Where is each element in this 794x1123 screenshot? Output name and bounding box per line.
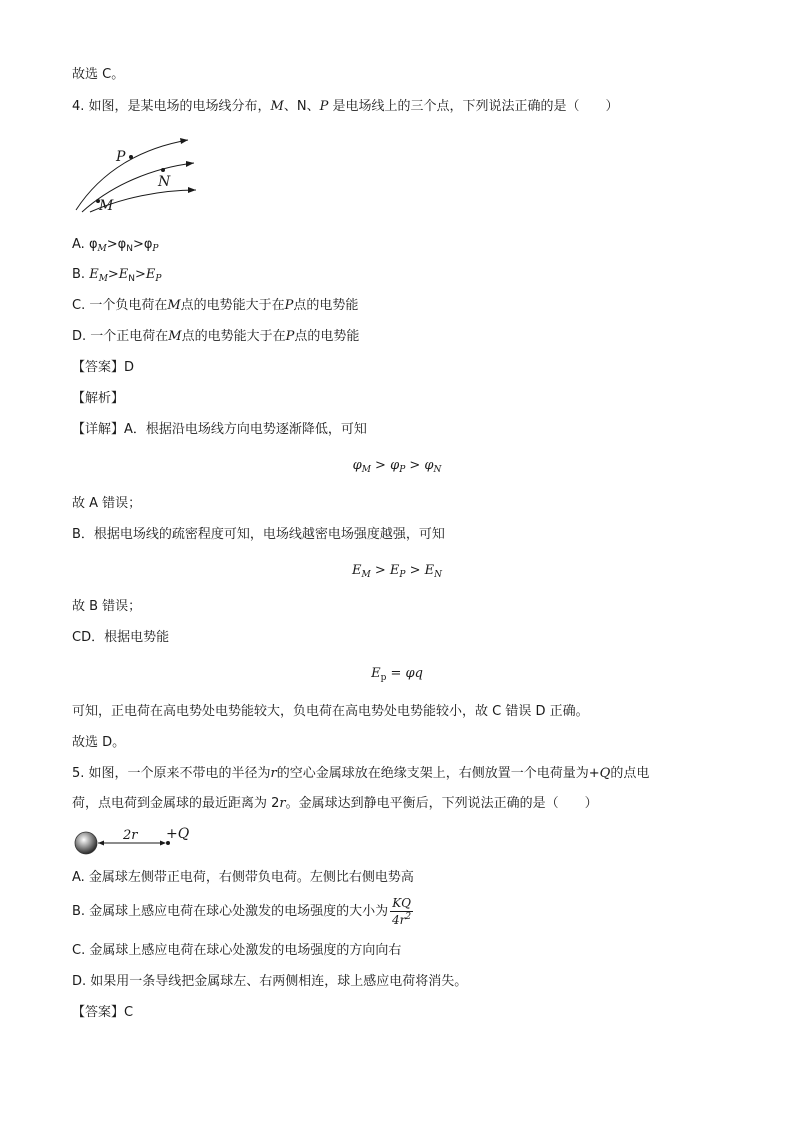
field-lines-figure xyxy=(72,130,202,220)
q5-r2: r xyxy=(279,796,286,811)
option-c-p: P xyxy=(284,298,294,313)
b-wrong-text: 故 B 错误； xyxy=(72,599,142,614)
q5-option-b xyxy=(72,895,413,929)
arrow-left xyxy=(98,841,104,846)
q4-option-a xyxy=(72,236,158,254)
option-b-gt1: >E xyxy=(107,267,129,282)
q4-b-wrong xyxy=(72,598,141,616)
final-text: 故选 D。 xyxy=(72,735,126,750)
fraction-denominator xyxy=(390,912,413,928)
option-c-text-a: C. 一个负电荷在 xyxy=(72,298,168,313)
q4-answer xyxy=(72,359,134,377)
q5-stem-line1 xyxy=(72,765,649,783)
q5-option-d xyxy=(72,973,467,991)
q5-option-c xyxy=(72,942,401,960)
q5-line2-a: 荷，点电荷到金属球的最近距离为 2 xyxy=(72,796,280,811)
q5-line1-b: 的空心金属球放在绝缘支架上，右侧放置一个电荷量为+ xyxy=(276,766,600,781)
q5-line2-b: 。金属球达到静电平衡后，下列说法正确的是（ ） xyxy=(285,796,598,811)
f1-c: > φ xyxy=(405,458,434,473)
q4-detail-cd xyxy=(72,629,169,647)
formula-potential-energy xyxy=(0,666,794,681)
q4-final xyxy=(72,734,125,752)
distance-label: 2r xyxy=(123,828,138,843)
field-line-top xyxy=(76,140,188,210)
q5-line1-a: 5. 如图，一个原来不带电的半径为 xyxy=(72,766,271,781)
f2-b: > E xyxy=(370,563,400,578)
q4-analysis-heading xyxy=(72,390,124,408)
option-c-m: M xyxy=(167,298,181,313)
q4-stem-text: 4. 如图，是某电场的电场线分布， xyxy=(72,99,271,114)
q5-answer-tag: 【答案】 xyxy=(72,1005,125,1020)
sphere-charge-figure xyxy=(72,826,202,856)
option-b-fraction xyxy=(390,895,413,928)
option-b-sub-m: M xyxy=(98,274,108,284)
f2-sub1: M xyxy=(361,570,371,580)
label-n: N xyxy=(158,174,171,190)
a-wrong-text: 故 A 错误； xyxy=(72,496,142,511)
f1-sub2: P xyxy=(399,465,406,475)
conclusion-text: 可知，正电荷在高电势处电势能较大，负电荷在高电势处电势能较小，故 C 错误 D 正确。 xyxy=(72,704,589,719)
denominator-exponent: 2 xyxy=(405,912,412,922)
q5-r: r xyxy=(270,766,277,781)
q5-option-d-text: D. 如果用一条导线把金属球左、右两侧相连，球上感应电荷将消失。 xyxy=(72,974,468,989)
fraction-numerator: KQ xyxy=(392,896,411,910)
f1-a: φ xyxy=(352,458,362,473)
formula-potential xyxy=(0,458,794,473)
option-d-text-a: D. 一个正电荷在 xyxy=(72,329,169,344)
arrowhead-middle xyxy=(186,161,194,167)
answer-tag: 【答案】 xyxy=(72,360,125,375)
option-a-sub-p: P xyxy=(152,244,159,254)
option-c-text-b: 点的电势能大于在 xyxy=(180,298,285,313)
q4-stem xyxy=(72,98,618,116)
option-b-prefix: B. xyxy=(72,267,90,282)
f3-b: = φq xyxy=(386,666,423,681)
q5-answer xyxy=(72,1004,133,1022)
f2-sub3: N xyxy=(434,570,442,580)
detail-tag: 【详解】 xyxy=(72,422,125,437)
point-n-dot xyxy=(161,168,165,172)
arrowhead-bottom xyxy=(188,187,196,193)
q5-option-b-text: B. 金属球上感应电荷在球心处激发的电场强度的大小为 xyxy=(72,904,389,919)
q4-stem-sep: 、N、 xyxy=(283,99,320,114)
option-d-m: M xyxy=(168,329,182,344)
option-c-text-c: 点的电势能 xyxy=(293,298,359,313)
option-b-sub-p: P xyxy=(155,274,162,284)
answer-value: D xyxy=(124,360,135,375)
point-p-dot xyxy=(129,155,133,159)
f3-sub: p xyxy=(380,673,387,683)
option-a-sub-m: M xyxy=(97,244,107,254)
q4-option-b xyxy=(72,266,161,284)
metal-sphere xyxy=(75,832,97,854)
option-d-text-b: 点的电势能大于在 xyxy=(181,329,286,344)
option-b-sub-n: N xyxy=(128,274,136,284)
q5-q: Q xyxy=(599,766,611,781)
detail-b-text: B．根据电场线的疏密程度可知，电场线越密电场强度越强，可知 xyxy=(72,527,445,542)
q4-detail-a xyxy=(72,421,367,439)
q5-option-a-text: A. 金属球左侧带正电荷，右侧带负电荷。左侧比右侧电势高 xyxy=(72,870,414,885)
previous-conclusion xyxy=(72,66,124,84)
q4-conclusion xyxy=(72,703,589,721)
q5-stem-line2 xyxy=(72,795,598,813)
arrowhead-top xyxy=(180,138,188,144)
q5-option-a xyxy=(72,869,414,887)
detail-cd-text: CD．根据电势能 xyxy=(72,630,170,645)
f1-sub1: M xyxy=(361,465,371,475)
formula-field-strength xyxy=(0,563,794,578)
charge-label: +Q xyxy=(166,826,190,842)
denominator-base: 4r xyxy=(392,913,406,927)
option-a-sub-n: N xyxy=(126,244,133,254)
option-b-gt2: >E xyxy=(135,267,156,282)
option-d-p: P xyxy=(285,329,295,344)
q4-option-d xyxy=(72,328,359,346)
detail-a-text: A．根据沿电场线方向电势逐渐降低，可知 xyxy=(124,422,367,437)
q4-stem-tail: 是电场线上的三个点，下列说法正确的是（ ） xyxy=(328,99,619,114)
analysis-tag: 【解析】 xyxy=(72,391,125,406)
option-a-prefix: A. xyxy=(72,237,89,252)
q4-stem-point-p: P xyxy=(319,99,329,114)
q4-detail-b xyxy=(72,526,445,544)
q4-option-c xyxy=(72,297,358,315)
q5-answer-value: C xyxy=(124,1005,134,1020)
f2-a: E xyxy=(352,563,362,578)
f2-sub2: P xyxy=(399,570,406,580)
option-b-e: E xyxy=(89,267,99,282)
f1-sub3: N xyxy=(433,465,442,475)
f3-a: E xyxy=(371,666,381,681)
q5-line1-c: 的点电 xyxy=(610,766,650,781)
option-a-gt1: >φ xyxy=(106,237,127,252)
f1-b: > φ xyxy=(370,458,400,473)
option-d-text-c: 点的电势能 xyxy=(294,329,360,344)
label-p: P xyxy=(116,149,126,165)
q5-option-c-text: C. 金属球上感应电荷在球心处激发的电场强度的方向向右 xyxy=(72,943,402,958)
option-a-phi: φ xyxy=(88,237,98,252)
option-a-gt2: >φ xyxy=(132,237,153,252)
label-m: M xyxy=(99,198,114,214)
q4-stem-point-m: M xyxy=(270,99,284,114)
previous-conclusion-text: 故选 C。 xyxy=(72,67,125,82)
q4-a-wrong xyxy=(72,495,141,513)
f2-c: > E xyxy=(405,563,435,578)
